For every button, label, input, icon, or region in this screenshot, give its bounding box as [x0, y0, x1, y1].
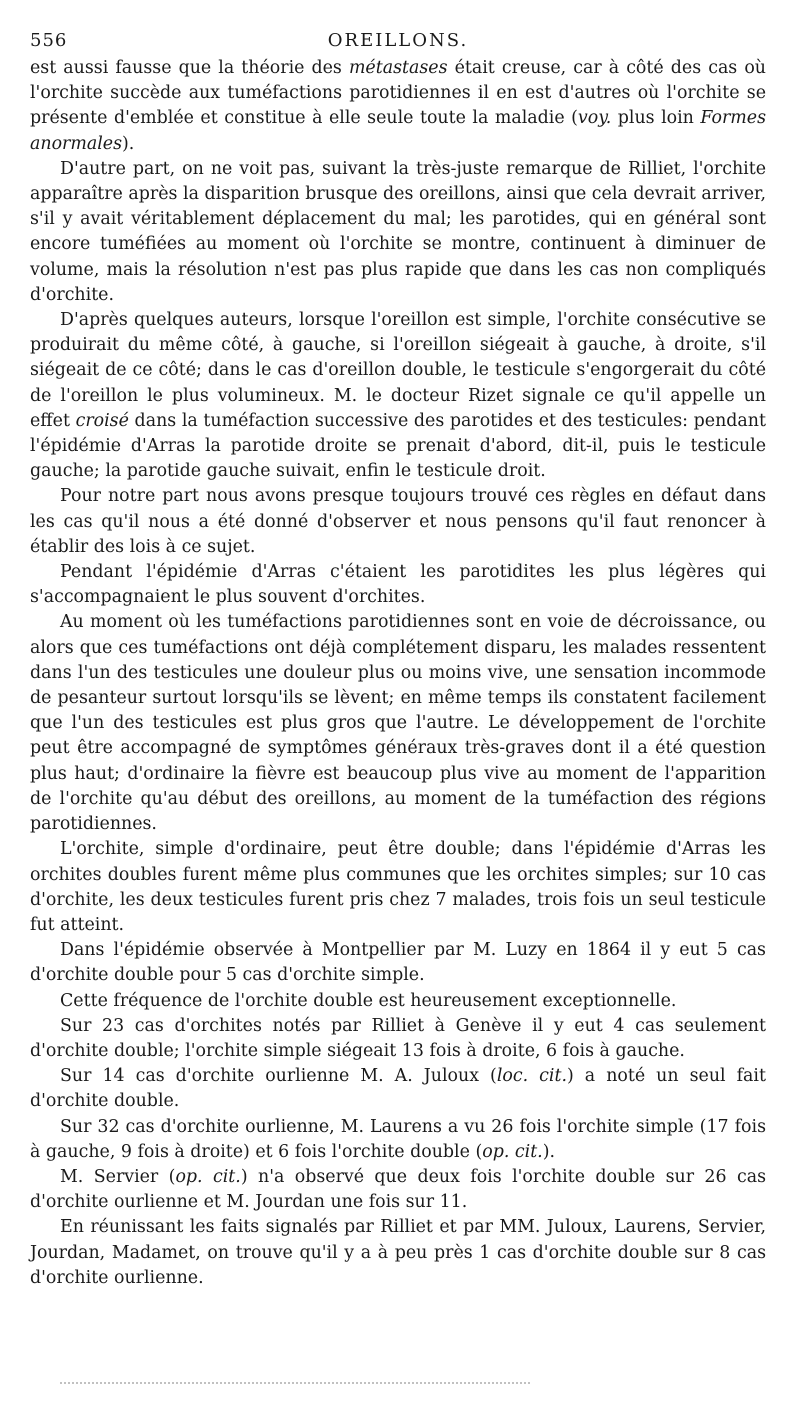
- text-run: ) a noté un seul fait d'orchite double.: [30, 1066, 766, 1112]
- text-run: M. Servier (: [60, 1166, 176, 1187]
- paragraph: [30, 1165, 766, 1215]
- italic-run: Formes anormales: [30, 108, 766, 154]
- text-run: Au moment où les tuméfactions parotidiennes sont en voie de décroissance, ou alors que ces tuméfactions ont déjà complétement disparu, les malades ressentent dans l'un des testicules une douleur plus ou moins vive, une sensation incommode de pesanteur surtout lorsqu'ils se lèvent; en même temps ils constatent facilement que l'un des testicules est plus gros que l'autre. Le développement de l'orchite peut être accompagné de symptômes généraux très-graves dont il a été question plus haut; d'ordinaire la fièvre est beaucoup plus vive au moment de l'apparition de l'orchite qu'au début des oreillons, au moment de la tuméfaction des régions parotidiennes.: [30, 612, 766, 835]
- italic-run: métastases: [348, 58, 448, 78]
- paragraph: [30, 560, 766, 610]
- body-text: [30, 56, 766, 1291]
- text-run: ).: [542, 1141, 556, 1162]
- paragraph: [30, 610, 766, 837]
- text-run: L'orchite, simple d'ordinaire, peut être double; dans l'épidémie d'Arras les orchites doubles furent même plus communes que les orchites simples; sur 10 cas d'orchite, les deux testicules furent pris chez 7 malades, trois fois un seul testicule fut atteint.: [30, 839, 766, 935]
- running-head: [30, 26, 766, 56]
- text-run: D'autre part, on ne voit pas, suivant la très-juste remarque de Rilliet, l'orchite apparaître après la disparition brusque des oreillons, ainsi que cela devrait arriver, s'il y avait véritablement déplacement du mal; les parotides, qui en général sont encore tuméfiées au moment où l'orchite se montre, continuent à diminuer de volume, mais la résolution n'est pas plus rapide que dans les cas non compliqués d'orchite.: [30, 158, 766, 305]
- paragraph: [30, 1115, 766, 1165]
- text-run: D'après quelques auteurs, lorsque l'oreillon est simple, l'orchite consécutive se produirait du même côté, à gauche, si l'oreillon siégeait à gauche, à droite, s'il siégeait de ce côté; dans le cas d'oreillon double, le testicule s'engorgerait du côté de l'oreillon le plus volumineux. M. le docteur Rizet signale ce qu'il appelle un effet: [30, 310, 766, 431]
- running-title: OREILLONS.: [327, 30, 469, 51]
- paragraph: [30, 989, 766, 1014]
- paragraph: [30, 1215, 766, 1291]
- text-run: dans la tuméfaction successive des parotides et des testicules: pendant l'épidémie d'Arras la parotide droite se prenait d'abord, dit-il, puis le testicule gauche; la parotide gauche suivait, enfin le testicule droit.: [30, 410, 766, 482]
- italic-run: loc. cit.: [496, 1066, 567, 1087]
- text-run: est aussi fausse que la théorie des: [30, 58, 349, 78]
- text-run: Pendant l'épidémie d'Arras c'étaient les parotidites les plus légères qui s'accompagnaient le plus souvent d'orchites.: [30, 562, 766, 608]
- text-run: plus loin: [611, 108, 701, 129]
- text-run: Sur 32 cas d'orchite ourlienne, M. Laurens a vu 26 fois l'orchite simple (17 fois à gauche, 9 fois à droite) et 6 fois l'orchite double (: [30, 1116, 766, 1162]
- text-run: Dans l'épidémie observée à Montpellier par M. Luzy en 1864 il y eut 5 cas d'orchite double pour 5 cas d'orchite simple.: [30, 940, 766, 986]
- text-run: Pour notre part nous avons presque toujours trouvé ces règles en défaut dans les cas qu'il nous a été donné d'observer et nous pensons qu'il faut renoncer à établir des lois à ce sujet.: [30, 486, 766, 557]
- italic-run: voy.: [577, 108, 612, 129]
- text-run: ) n'a observé que deux fois l'orchite double sur 26 cas d'orchite ourlienne et M. Jourdan une fois sur 11.: [30, 1166, 766, 1213]
- paragraph: [30, 157, 766, 308]
- footer-rule: [60, 1382, 530, 1384]
- paragraph: [30, 308, 766, 484]
- text-run: Cette fréquence de l'orchite double est heureusement exceptionnelle.: [60, 990, 677, 1011]
- text-run: En réunissant les faits signalés par Rilliet et par MM. Juloux, Laurens, Servier, Jourdan, Madamet, on trouve qu'il y a à peu près 1 cas d'orchite double sur 8 cas d'orchite ourlienne.: [30, 1217, 766, 1288]
- paragraph: [30, 56, 766, 157]
- text-run: Sur 23 cas d'orchites notés par Rilliet à Genève il y eut 4 cas seulement d'orchite double; l'orchite simple siégeait 13 fois à droite, 6 fois à gauche.: [30, 1015, 766, 1061]
- page-number: 556: [30, 30, 68, 51]
- paragraph: [30, 484, 766, 560]
- paragraph: [30, 938, 766, 988]
- paragraph: [30, 1014, 766, 1064]
- text-run: était creuse, car à côté des cas où l'orchite succède aux tuméfactions parotidiennes il en est d'autres où l'orchite se présente d'emblée et constitue à elle seule toute la maladie (: [30, 58, 766, 129]
- paragraph: [30, 1064, 766, 1114]
- italic-run: croisé: [75, 410, 129, 431]
- italic-run: op. cit.: [175, 1166, 241, 1187]
- paragraph: [30, 837, 766, 938]
- text-run: ).: [122, 133, 135, 154]
- italic-run: op. cit.: [482, 1141, 543, 1162]
- text-run: Sur 14 cas d'orchite ourlienne M. A. Juloux (: [60, 1066, 497, 1087]
